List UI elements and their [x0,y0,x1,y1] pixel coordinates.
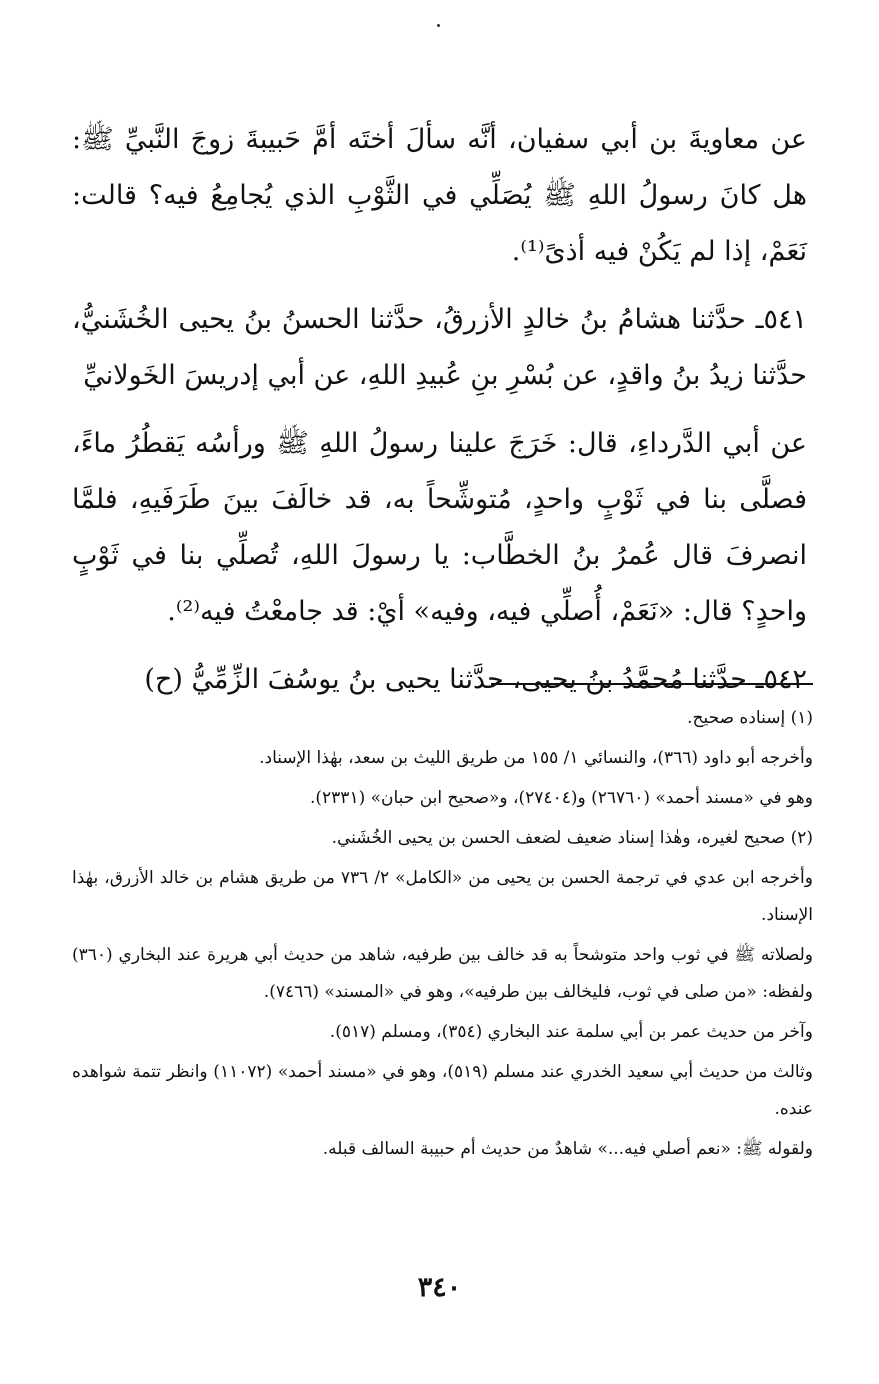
footnote-1-grade: (١) إسناده صحيح. [687,708,813,728]
footnote-1-musnad: وهو في «مسند أحمد» (٢٦٧٦٠) و(٢٧٤٠٤)، و«صحيح ابن حبان» (٢٣٣١). [310,788,813,808]
footnote-1-takhrij: وأخرجه أبو داود (٣٦٦)، والنسائي ١/ ١٥٥ من طريق الليث بن سعد، بهٰذا الإسناد. [259,748,813,768]
footnote-2-takhrij: وأخرجه ابن عدي في ترجمة الحسن بن يحيى من «الكامل» ٢/ ٧٣٦ من طريق هشام بن خالد الأزرق، بهٰذا الإسناد. [72,868,813,925]
footnote-separator [491,683,813,685]
hadith-542-chain: ٥٤٢ـ حدَّثنا مُحمَّدُ بنُ يحيى، حدَّثنا يحيى بنُ يوسُفَ الزِّمِّيُّ (ح) [144,664,807,695]
footnote-2-witness-3: وثالث من حديث أبي سعيد الخدري عند مسلم (٥١٩)، وهو في «مسند أحمد» (١١٠٧٢) وانظر تتمة شواهده عنده. [72,1062,813,1119]
footnote-2-witness-2: وآخر من حديث عمر بن أبي سلمة عند البخاري (٣٥٤)، ومسلم (٥١٧). [329,1022,813,1042]
footnote-2-witness-1: ولصلاته ﷺ في ثوب واحد متوشحاً به قد خالف بين طرفيه، شاهد من حديث أبي هريرة عند البخاري (٣٦٠) ولفظه: «من صلى في ثوب، فليخالف بين طرفيه»، وهو في «المسند» (٧٤٦٦). [72,945,813,1002]
footnote-2-witness-4: ولقوله ﷺ: «نعم أصلي فيه...» شاهدٌ من حديث أم حبيبة السالف قبله. [322,1139,813,1159]
hadith-text-paragraph: عن معاويةَ بن أبي سفيان، أنَّه سألَ أختَه أمَّ حَبيبةَ زوجَ النَّبيِّ ﷺ: هل كانَ رسولُ اللهِ ﷺ يُصَلِّي في الثَّوْبِ الذي يُجامِعُ فيه؟ قالت: نَعَمْ، إذا لم يَكُنْ فيه أذىً⁽¹⁾. [72,124,807,267]
main-text [72,112,807,708]
hadith-541-text: عن أبي الدَّرداءِ، قال: خَرَجَ علينا رسولُ اللهِ ﷺ ورأسُه يَقطُرُ ماءً، فصلَّى بنا في ثَوْبٍ واحدٍ، مُتوشِّحاً به، قد خالَفَ بينَ طَرَفَيهِ، فلمَّا انصرفَ قال عُمرُ بنُ الخطَّاب: يا رسولَ اللهِ، تُصلِّي بنا في ثَوْبٍ واحدٍ؟ قال: «نَعَمْ، أُصلِّي فيه، وفيه» أيْ: قد جامعْتُ فيه⁽²⁾. [72,428,807,627]
footnote-2-grade: (٢) صحيح لغيره، وهٰذا إسناد ضعيف لضعف الحسن بن يحيى الخُشَني. [331,828,813,848]
footnotes [72,700,813,1168]
hadith-541-chain: ٥٤١ـ حدَّثنا هشامُ بنُ خالدٍ الأزرقُ، حدَّثنا الحسنُ بنُ يحيى الخُشَنيُّ، حدَّثنا زيدُ بنُ واقدٍ، عن بُسْرِ بنِ عُبيدِ اللهِ، عن أبي إدريسَ الخَولانيِّ [72,304,807,391]
page-number: ٣٤٠ [417,1272,462,1303]
page-top-dot [437,24,440,27]
